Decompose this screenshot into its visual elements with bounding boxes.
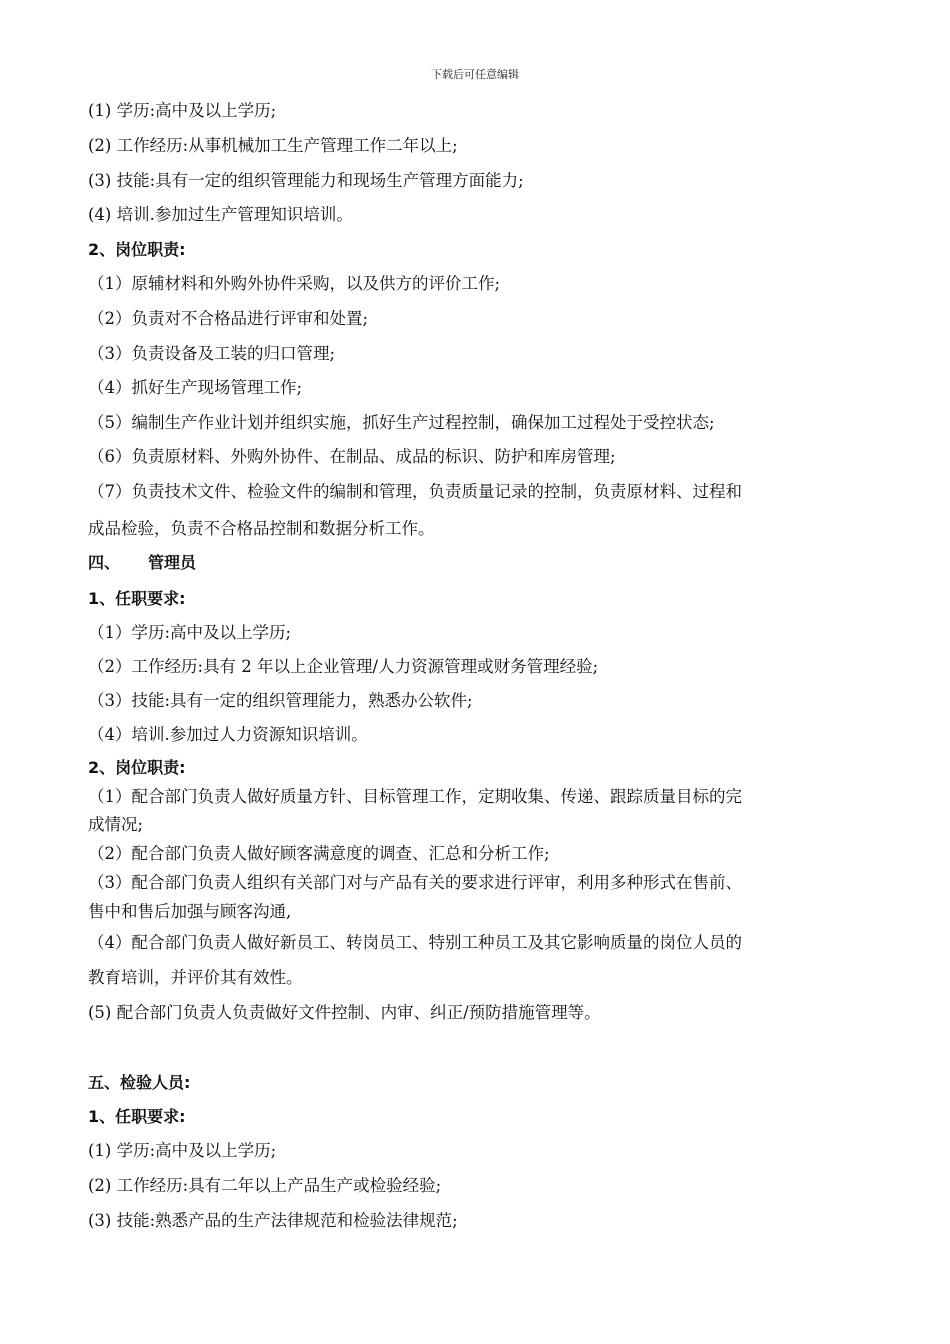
requirement-skills: （3）技能:具有一定的组织管理能力，熟悉办公软件; xyxy=(88,691,473,710)
requirement-skills: (3) 技能:熟悉产品的生产法律规范和检验法律规范; xyxy=(88,1211,458,1230)
duty-item-continued: 教育培训，并评价其有效性。 xyxy=(88,968,303,987)
requirement-education: (1) 学历:高中及以上学历; xyxy=(88,1141,277,1160)
duty-item: (5) 配合部门负责人负责做好文件控制、内审、纠正/预防措施管理等。 xyxy=(88,1003,601,1022)
requirement-training: (4) 培训.参加过生产管理知识培训。 xyxy=(88,205,353,224)
section-heading-duties: 2、岗位职责: xyxy=(88,758,186,777)
duty-item-continued: 成品检验，负责不合格品控制和数据分析工作。 xyxy=(88,519,435,538)
duty-item-continued: 售中和售后加强与顾客沟通, xyxy=(88,902,292,921)
section-heading-duties: 2、岗位职责: xyxy=(88,240,186,259)
requirement-experience: (2) 工作经历:具有二年以上产品生产或检验经验; xyxy=(88,1176,442,1195)
requirement-skills: (3) 技能:具有一定的组织管理能力和现场生产管理方面能力; xyxy=(88,171,524,190)
duty-item: （2）负责对不合格品进行评审和处置; xyxy=(88,309,369,328)
duty-item: （6）负责原材料、外购外协件、在制品、成品的标识、防护和库房管理; xyxy=(88,447,616,466)
duty-item: （4）抓好生产现场管理工作; xyxy=(88,378,303,397)
section-title: 管理员 xyxy=(148,553,197,572)
requirement-experience: (2) 工作经历:从事机械加工生产管理工作二年以上; xyxy=(88,136,458,155)
duty-item: （7）负责技术文件、检验文件的编制和管理，负责质量记录的控制，负责原材料、过程和 xyxy=(88,482,742,501)
section-heading-requirements: 1、任职要求: xyxy=(88,589,186,608)
requirement-education: (1) 学历:高中及以上学历; xyxy=(88,101,277,120)
requirement-education: （1）学历:高中及以上学历; xyxy=(88,623,292,642)
requirement-experience: （2）工作经历:具有 2 年以上企业管理/人力资源管理或财务管理经验; xyxy=(88,657,599,676)
section-heading-requirements: 1、任职要求: xyxy=(88,1107,186,1126)
duty-item: （3）负责设备及工装的归口管理; xyxy=(88,344,336,363)
duty-item: （2）配合部门负责人做好顾客满意度的调查、汇总和分析工作; xyxy=(88,844,550,863)
section-number: 四、 xyxy=(88,553,121,572)
section-heading-administrator xyxy=(88,553,196,573)
duty-item: （5）编制生产作业计划并组织实施，抓好生产过程控制，确保加工过程处于受控状态; xyxy=(88,413,715,432)
duty-item-continued: 成情况; xyxy=(88,815,144,834)
page-header: 下载后可任意编辑 xyxy=(431,68,519,81)
section-heading-inspector: 五、检验人员: xyxy=(88,1073,191,1092)
duty-item: （3）配合部门负责人组织有关部门对与产品有关的要求进行评审，利用多种形式在售前、 xyxy=(88,873,742,892)
requirement-training: （4）培训.参加过人力资源知识培训。 xyxy=(88,725,368,744)
duty-item: （1）原辅材料和外购外协件采购，以及供方的评价工作; xyxy=(88,274,501,293)
duty-item: （4）配合部门负责人做好新员工、转岗员工、特别工种员工及其它影响质量的岗位人员的 xyxy=(88,933,742,952)
duty-item: （1）配合部门负责人做好质量方针、目标管理工作，定期收集、传递、跟踪质量目标的完 xyxy=(88,787,742,806)
